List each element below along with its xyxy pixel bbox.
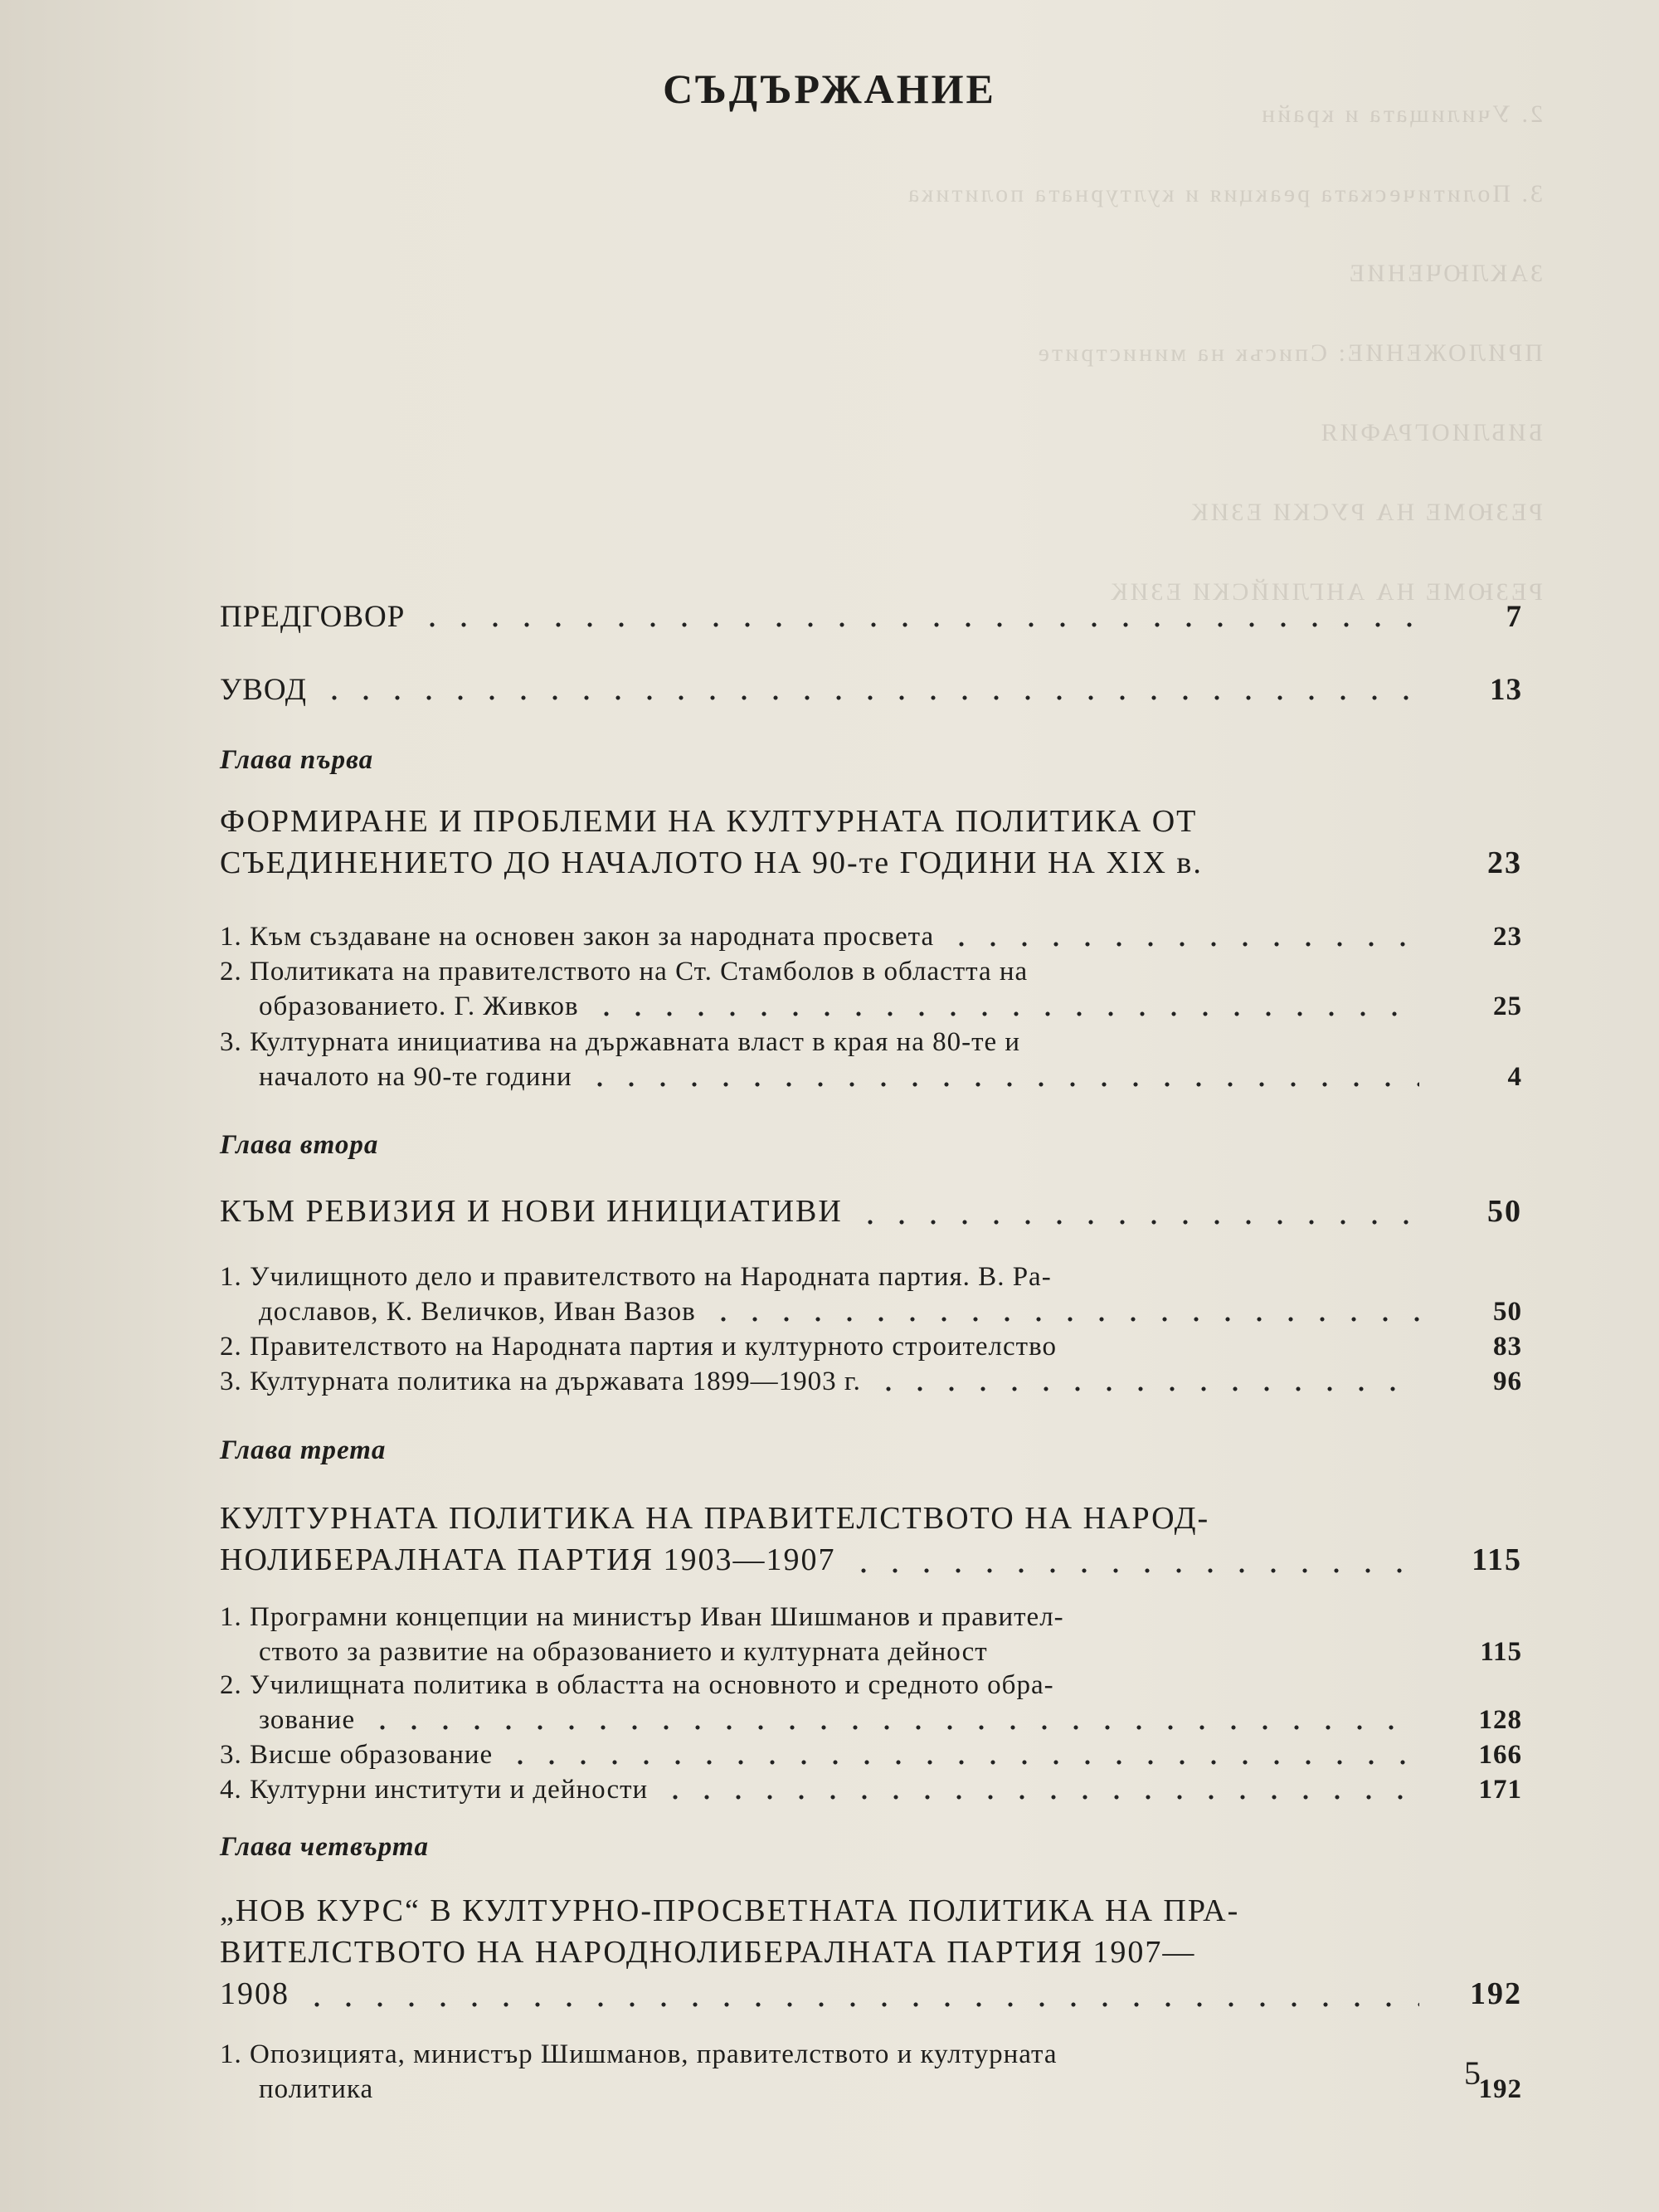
toc-section	[220, 1259, 1522, 1329]
section-page: 115	[1480, 1637, 1522, 1667]
chapter-page: 115	[1472, 1542, 1522, 1577]
chapter-title-line: КЪМ РЕВИЗИЯ И НОВИ ИНИЦИАТИВИ	[220, 1194, 843, 1229]
leader-dots	[319, 695, 1419, 700]
chapter-page: 50	[1487, 1194, 1522, 1229]
entry-label: ПРЕДГОВОР	[220, 600, 406, 634]
section-text: 1. Програмни концепции на министър Иван Шишманов и правител-	[220, 1602, 1064, 1632]
section-text: началото на 90-те години	[259, 1062, 572, 1092]
toc-section	[220, 1668, 1522, 1737]
page-title: СЪДЪРЖАНИЕ	[663, 66, 996, 112]
chapter-title-line: 1908	[220, 1976, 289, 2011]
section-page: 166	[1478, 1740, 1522, 1770]
section-text: 3. Културната инициатива на държавната власт в края на 80-те и	[220, 1027, 1021, 1057]
leader-dots	[659, 1795, 1419, 1800]
leader-dots	[848, 1568, 1419, 1573]
section-page: 83	[1493, 1332, 1522, 1362]
toc-entry-preface	[220, 599, 1522, 635]
section-text: дославов, К. Величков, Иван Вазов	[259, 1297, 696, 1327]
section-page: 50	[1493, 1297, 1522, 1327]
toc-section	[220, 1025, 1522, 1094]
toc-section	[220, 1772, 1522, 1807]
chapter-label: Глава втора	[220, 1130, 379, 1160]
chapter-title-line: КУЛТУРНАТА ПОЛИТИКА НА ПРАВИТЕЛСТВОТО НА НАРОД-	[220, 1501, 1210, 1536]
section-text: политика	[259, 2074, 374, 2104]
section-page: 23	[1493, 922, 1522, 952]
chapter-label: Глава първа	[220, 745, 374, 775]
section-text: 2. Училищната политика в областта на основното и средното обра-	[220, 1670, 1054, 1700]
chapter-title	[220, 1191, 1522, 1232]
toc-section	[220, 1329, 1522, 1364]
page-number: 5	[1464, 2054, 1481, 2092]
section-text: 3. Културната политика на държавата 1899—1903 г.	[220, 1367, 861, 1396]
leader-dots	[873, 1386, 1419, 1391]
section-text: 4. Културни институти и дейности	[220, 1775, 649, 1805]
toc-section	[220, 954, 1522, 1024]
bleed-through-text: 2. Училищата и крайн 3. Политическата реакция и културната политика ЗАКЛЮЧЕНИЕ ПРИЛОЖЕНИЕ: Списък на министрите БИБЛИОГРАФИЯ РЕЗЮМЕ НА РУСКИ ЕЗИК РЕЗЮМЕ НА АНГЛИЙСКИ ЕЗИК	[905, 100, 1543, 606]
chapter-title-line: СЪЕДИНЕНИЕТО ДО НАЧАЛОТО НА 90-те ГОДИНИ НА XIX в.	[220, 845, 1203, 880]
toc-section	[220, 1364, 1522, 1399]
chapter-page: 192	[1470, 1976, 1522, 2011]
section-page: 128	[1478, 1705, 1522, 1735]
section-page: 192	[1478, 2074, 1522, 2104]
section-text: ството за развитие на образованието и културната дейност	[259, 1637, 988, 1667]
chapter-title	[220, 1890, 1522, 2015]
section-text: 1. Опозицията, министър Шишманов, правителството и културната	[220, 2039, 1058, 2069]
leader-dots	[854, 1220, 1419, 1225]
leader-dots	[591, 1011, 1419, 1016]
entry-label: УВОД	[220, 673, 307, 707]
section-text: 1. Към създаване на основен закон за народната просвета	[220, 922, 935, 952]
entry-page: 13	[1490, 673, 1522, 707]
section-page: 171	[1478, 1775, 1522, 1805]
toc-section	[220, 2037, 1522, 2107]
chapter-title-line: ВИТЕЛСТВОТО НА НАРОДНОЛИБЕРАЛНАТА ПАРТИЯ 1907—	[220, 1935, 1196, 1970]
section-page: 4	[1507, 1062, 1522, 1092]
section-text: 2. Правителството на Народната партия и културното строителство	[220, 1332, 1057, 1362]
section-page: 96	[1493, 1367, 1522, 1396]
section-text: 3. Висше образование	[220, 1740, 494, 1770]
section-text: зование	[259, 1705, 356, 1735]
leader-dots	[584, 1082, 1419, 1087]
leader-dots	[946, 942, 1419, 947]
leader-dots	[301, 2002, 1419, 2007]
leader-dots	[708, 1317, 1419, 1322]
toc-entry-intro	[220, 672, 1522, 708]
chapter-label: Глава четвърта	[220, 1832, 430, 1862]
chapter-title-line: ФОРМИРАНЕ И ПРОБЛЕМИ НА КУЛТУРНАТА ПОЛИТИКА ОТ	[220, 804, 1198, 839]
chapter-title	[220, 1498, 1522, 1581]
toc-section	[220, 1600, 1522, 1669]
leader-dots	[367, 1725, 1419, 1730]
section-text: образованието. Г. Живков	[259, 992, 579, 1021]
chapter-page: 23	[1487, 845, 1522, 880]
chapter-label: Глава трета	[220, 1435, 387, 1465]
entry-page: 7	[1506, 600, 1522, 634]
section-text: 1. Училищното дело и правителството на Народната партия. В. Ра-	[220, 1262, 1052, 1292]
section-text: 2. Политиката на правителството на Ст. Стамболов в областта на	[220, 957, 1029, 987]
chapter-title-line: „НОВ КУРС“ В КУЛТУРНО-ПРОСВЕТНАТА ПОЛИТИКА НА ПРА-	[220, 1893, 1240, 1928]
chapter-title	[220, 801, 1522, 884]
toc-section	[220, 919, 1522, 954]
section-page: 25	[1493, 992, 1522, 1021]
leader-dots	[416, 622, 1419, 627]
leader-dots	[504, 1760, 1419, 1765]
toc-section	[220, 1737, 1522, 1772]
chapter-title-line: НОЛИБЕРАЛНАТА ПАРТИЯ 1903—1907	[220, 1542, 836, 1577]
